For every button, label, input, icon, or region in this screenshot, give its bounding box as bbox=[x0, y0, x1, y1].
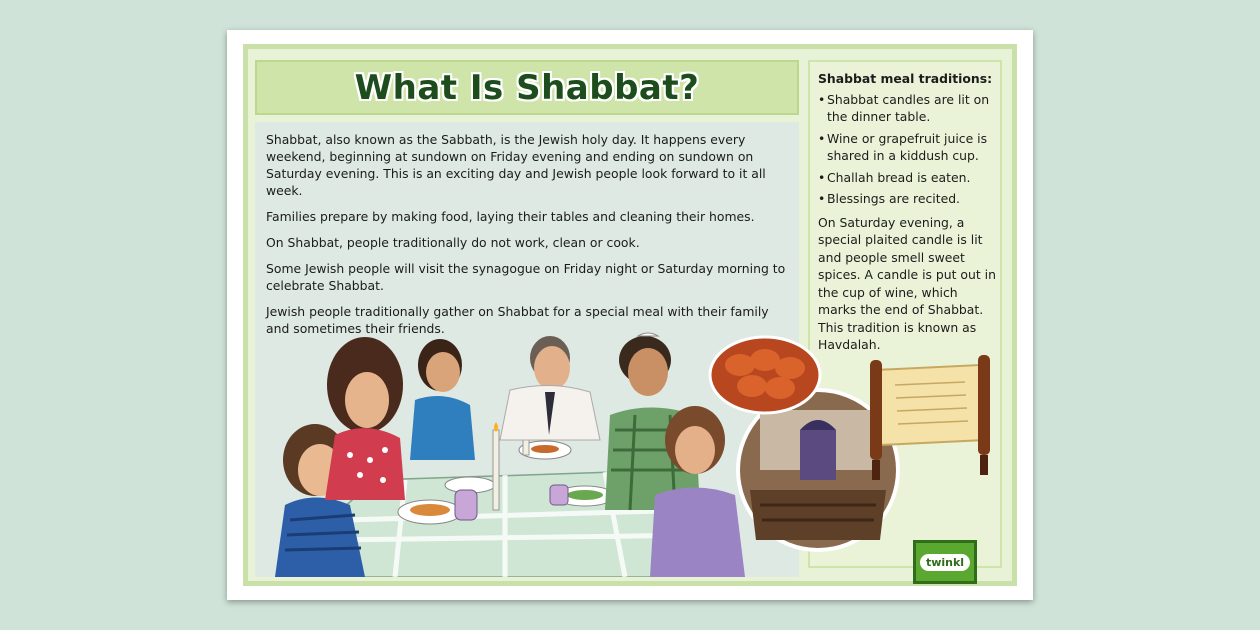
bullet-icon: • bbox=[818, 169, 826, 185]
list-item: • Blessings are recited. bbox=[818, 191, 960, 206]
paragraph-intro: Shabbat, also known as the Sabbath, is the Jewish holy day. It happens every weekend, beginning at sundown on Friday evening and ending on sundown on Saturday evening. This is an exciting day and Jewish people look forward to it all week. bbox=[266, 132, 766, 198]
traditions-illustration bbox=[700, 320, 1010, 560]
bullet-icon: • bbox=[818, 130, 826, 146]
challah-bread-icon bbox=[710, 337, 820, 413]
twinkl-logo bbox=[913, 540, 977, 584]
sidebar-heading: Shabbat meal traditions: bbox=[818, 71, 993, 86]
bullet-icon: • bbox=[818, 191, 826, 206]
traditions-list bbox=[818, 91, 998, 208]
page-title: What Is Shabbat? bbox=[354, 67, 700, 108]
paragraph-synagogue: Some Jewish people will visit the synagogue on Friday night or Saturday morning to celebrate Shabbat. bbox=[266, 261, 786, 293]
main-text-block bbox=[266, 131, 786, 346]
sidebar-text bbox=[818, 70, 998, 354]
paragraph-preparation: Families prepare by making food, laying their tables and cleaning their homes. bbox=[266, 209, 755, 224]
paragraph-meal: Jewish people traditionally gather on Shabbat for a special meal with their family and sometimes their friends. bbox=[266, 304, 769, 336]
havdalah-paragraph: On Saturday evening, a special plaited candle is lit and people smell sweet spices. A candle is put out in the cup of wine, which marks the end of Shabbat. This tradition is known as Havdalah. bbox=[818, 214, 996, 352]
list-item: • Shabbat candles are lit on the dinner table. bbox=[818, 91, 990, 124]
paragraph-no-work: On Shabbat, people traditionally do not work, clean or cook. bbox=[266, 235, 640, 250]
title-banner bbox=[255, 60, 799, 115]
logo-text: twinkl bbox=[920, 554, 970, 571]
bullet-icon: • bbox=[818, 91, 826, 107]
list-item: • Wine or grapefruit juice is shared in a kiddush cup. bbox=[818, 130, 988, 163]
list-item: • Challah bread is eaten. bbox=[818, 169, 971, 185]
